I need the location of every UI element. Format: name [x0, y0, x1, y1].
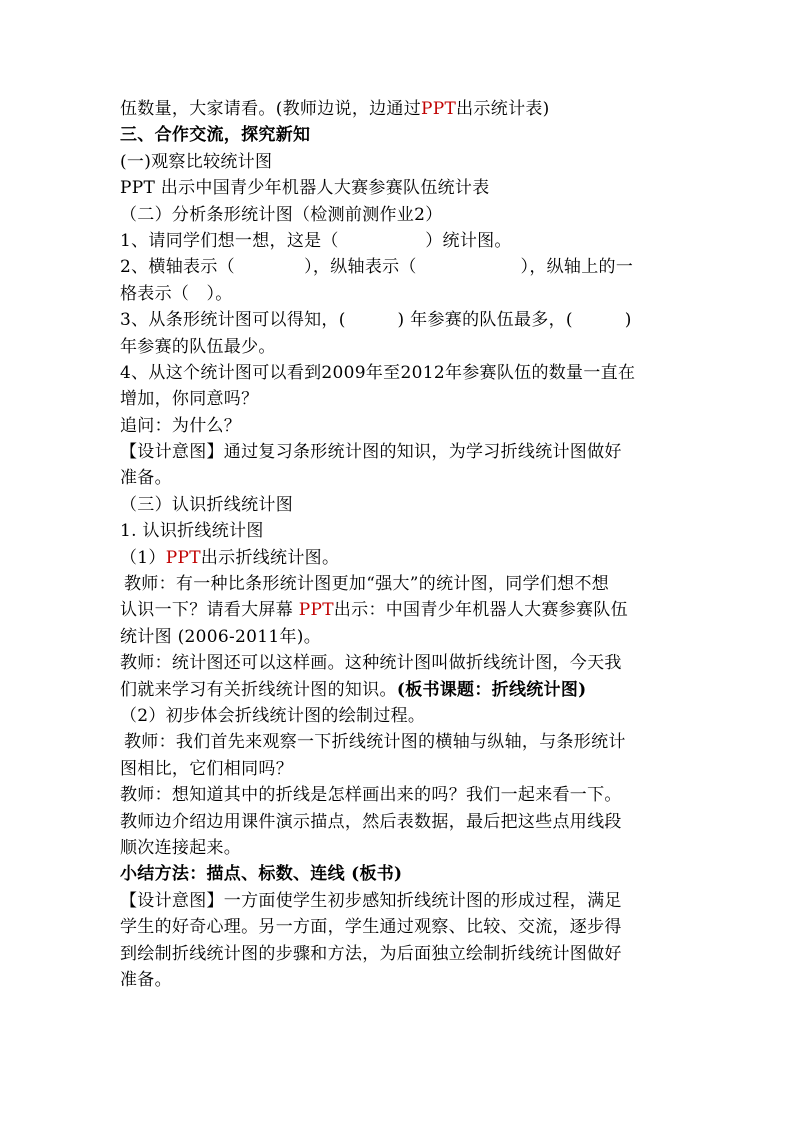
paragraph-line: 教师：我们首先来观察一下折线统计图的横轴与纵轴，与条形统计 [124, 732, 626, 753]
summary-heading: 小结方法：描点、标数、连线 (板书) [120, 864, 403, 885]
text-segment: 出示：中国青少年机器人大赛参赛队伍 [333, 600, 628, 621]
ppt-red-text: PPT [165, 547, 201, 568]
subsection-heading: （2）初步体会折线统计图的绘制过程。 [120, 705, 426, 726]
paragraph-line: 统计图 (2006-2011年)。 [120, 626, 322, 647]
text-segment: 伍数量，大家请看。(教师边说，边通过 [120, 99, 422, 119]
paragraph-line [120, 545, 685, 571]
question-line: 3、从条形统计图可以得知，( ) 年参赛的队伍最多，( ) [120, 310, 632, 331]
paragraph-line: 教师：统计图还可以这样画。这种统计图叫做折线统计图，今天我 [120, 653, 622, 674]
text-segment: 认识一下？请看大屏幕 [120, 600, 299, 621]
subsection-heading: 1. 认识折线统计图 [120, 521, 264, 542]
subsection-heading: （二）分析条形统计图（检测前测作业2） [120, 204, 443, 225]
design-intent-line: 到绘制折线统计图的步骤和方法，为后面独立绘制折线统计图做好 [120, 943, 622, 964]
section-heading: 三、合作交流，探究新知 [120, 125, 311, 146]
text-segment: 们就来学习有关折线统计图的知识。 [120, 679, 397, 700]
paragraph-line: 顺次连接起来。 [120, 837, 242, 858]
design-intent-line: 准备。 [120, 468, 172, 489]
question-line: 4、从这个统计图可以看到2009年至2012年参赛队伍的数量一直在 [120, 362, 636, 383]
question-line: 增加，你同意吗？ [120, 389, 259, 410]
paragraph-line [120, 677, 685, 703]
paragraph-line [120, 96, 685, 122]
paragraph-line: 教师：想知道其中的折线是怎样画出来的吗？我们一起来看一下。 [120, 785, 622, 806]
paragraph-line: 教师：有一种比条形统计图更加“强大”的统计图，同学们想不想 [124, 574, 610, 595]
design-intent-line: 【设计意图】一方面使学生初步感知折线统计图的形成过程，满足 [120, 890, 622, 911]
text-segment: （1） [120, 547, 166, 568]
ppt-red-text: PPT [298, 600, 334, 621]
question-line: 年参赛的队伍最少。 [120, 336, 276, 357]
paragraph-line [120, 597, 685, 623]
paragraph-line: 图相比，它们相同吗？ [120, 758, 293, 779]
question-line: 2、横轴表示（ ），纵轴表示（ ），纵轴上的一 [120, 257, 634, 278]
design-intent-line: 学生的好奇心理。另一方面，学生通过观察、比较、交流，逐步得 [120, 917, 622, 938]
design-intent-line: 【设计意图】通过复习条形统计图的知识，为学习折线统计图做好 [120, 442, 622, 463]
subsection-heading: (一)观察比较统计图 [120, 151, 273, 172]
text-segment: 出示统计表) [456, 99, 550, 119]
question-line: 格表示（ ）。 [120, 283, 233, 304]
text-segment: 出示折线统计图。 [200, 547, 340, 568]
question-line: 1、请同学们想一想，这是（ ）统计图。 [120, 230, 512, 251]
subsection-heading: （三）认识折线统计图 [120, 494, 293, 515]
document-page [120, 96, 685, 993]
paragraph-line: PPT 出示中国青少年机器人大赛参赛队伍统计表 [120, 178, 490, 199]
paragraph-line: 追问：为什么？ [120, 415, 242, 436]
board-title-text: (板书课题：折线统计图) [396, 679, 587, 700]
design-intent-line: 准备。 [120, 969, 172, 990]
ppt-red-text: PPT [421, 99, 457, 119]
paragraph-line: 教师边介绍边用课件演示描点，然后表数据，最后把这些点用线段 [120, 811, 622, 832]
